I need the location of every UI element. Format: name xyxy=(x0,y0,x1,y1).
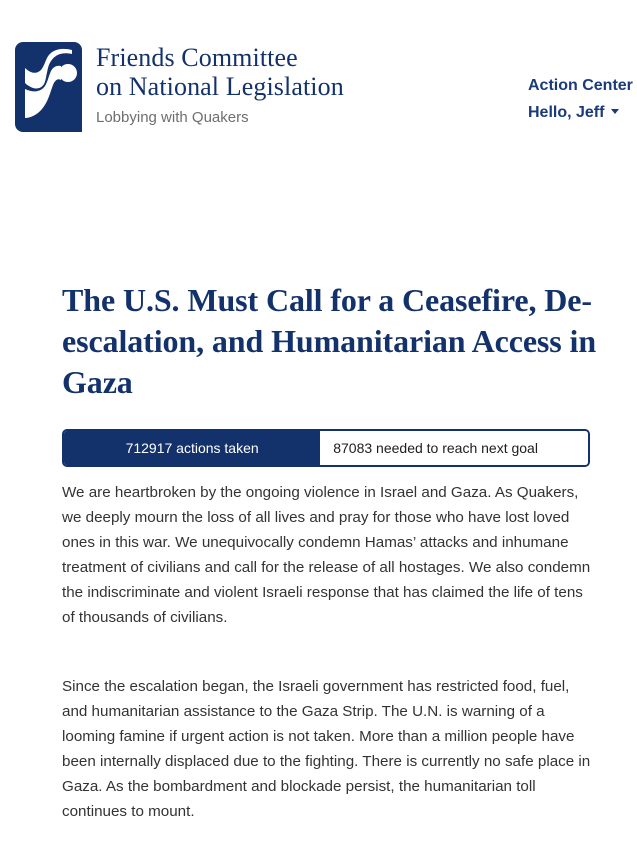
logo-tagline: Lobbying with Quakers xyxy=(96,109,249,126)
progress-actions-taken-label: 712917 actions taken xyxy=(125,440,259,456)
action-progress-bar xyxy=(62,429,590,467)
nav-account-menu[interactable] xyxy=(528,99,637,126)
chevron-down-icon xyxy=(611,109,619,114)
progress-goal-remaining-label: 87083 needed to reach next goal xyxy=(333,440,538,456)
site-logo[interactable] xyxy=(15,42,344,132)
wordmark-block xyxy=(96,42,344,127)
wordmark-line-2: on National Legislation xyxy=(96,72,344,101)
header-nav xyxy=(528,72,637,126)
site-header xyxy=(0,0,637,160)
body-paragraph-1: We are heartbroken by the ongoing violence in Israel and Gaza. As Quakers, we deeply mourn the loss of all lives and pray for those who have lost loved ones in this war. We unequivocally condemn Hamas’ attacks and inhumane treatment of civilians and call for the release of all hostages. We also condemn the indiscriminate and violent Israeli response that has claimed the life of tens of thousands of civilians. xyxy=(62,484,591,626)
fcnl-logo-mark-icon xyxy=(15,42,82,132)
wordmark-line-1: Friends Committee xyxy=(96,43,298,72)
page-title: The U.S. Must Call for a Ceasefire, De-escalation, and Humanitarian Access in Gaza xyxy=(62,282,597,400)
body-paragraph-2: Since the escalation began, the Israeli government has restricted food, fuel, and humanitarian assistance to the Gaza Strip. The U.N. is warning of a looming famine if urgent action is not taken. More than a million people have been internally displaced due to the fighting. There is currently no safe place in Gaza. As the bombardment and blockade persist, the humanitarian toll continues to mount. xyxy=(62,678,591,820)
nav-link-action-center-label: Action Center xyxy=(528,77,633,94)
nav-link-action-center[interactable] xyxy=(528,72,637,99)
article-body xyxy=(62,480,594,868)
nav-account-greeting: Hello, Jeff xyxy=(528,104,605,121)
progress-goal-remaining xyxy=(320,431,588,465)
progress-actions-taken xyxy=(64,431,320,465)
